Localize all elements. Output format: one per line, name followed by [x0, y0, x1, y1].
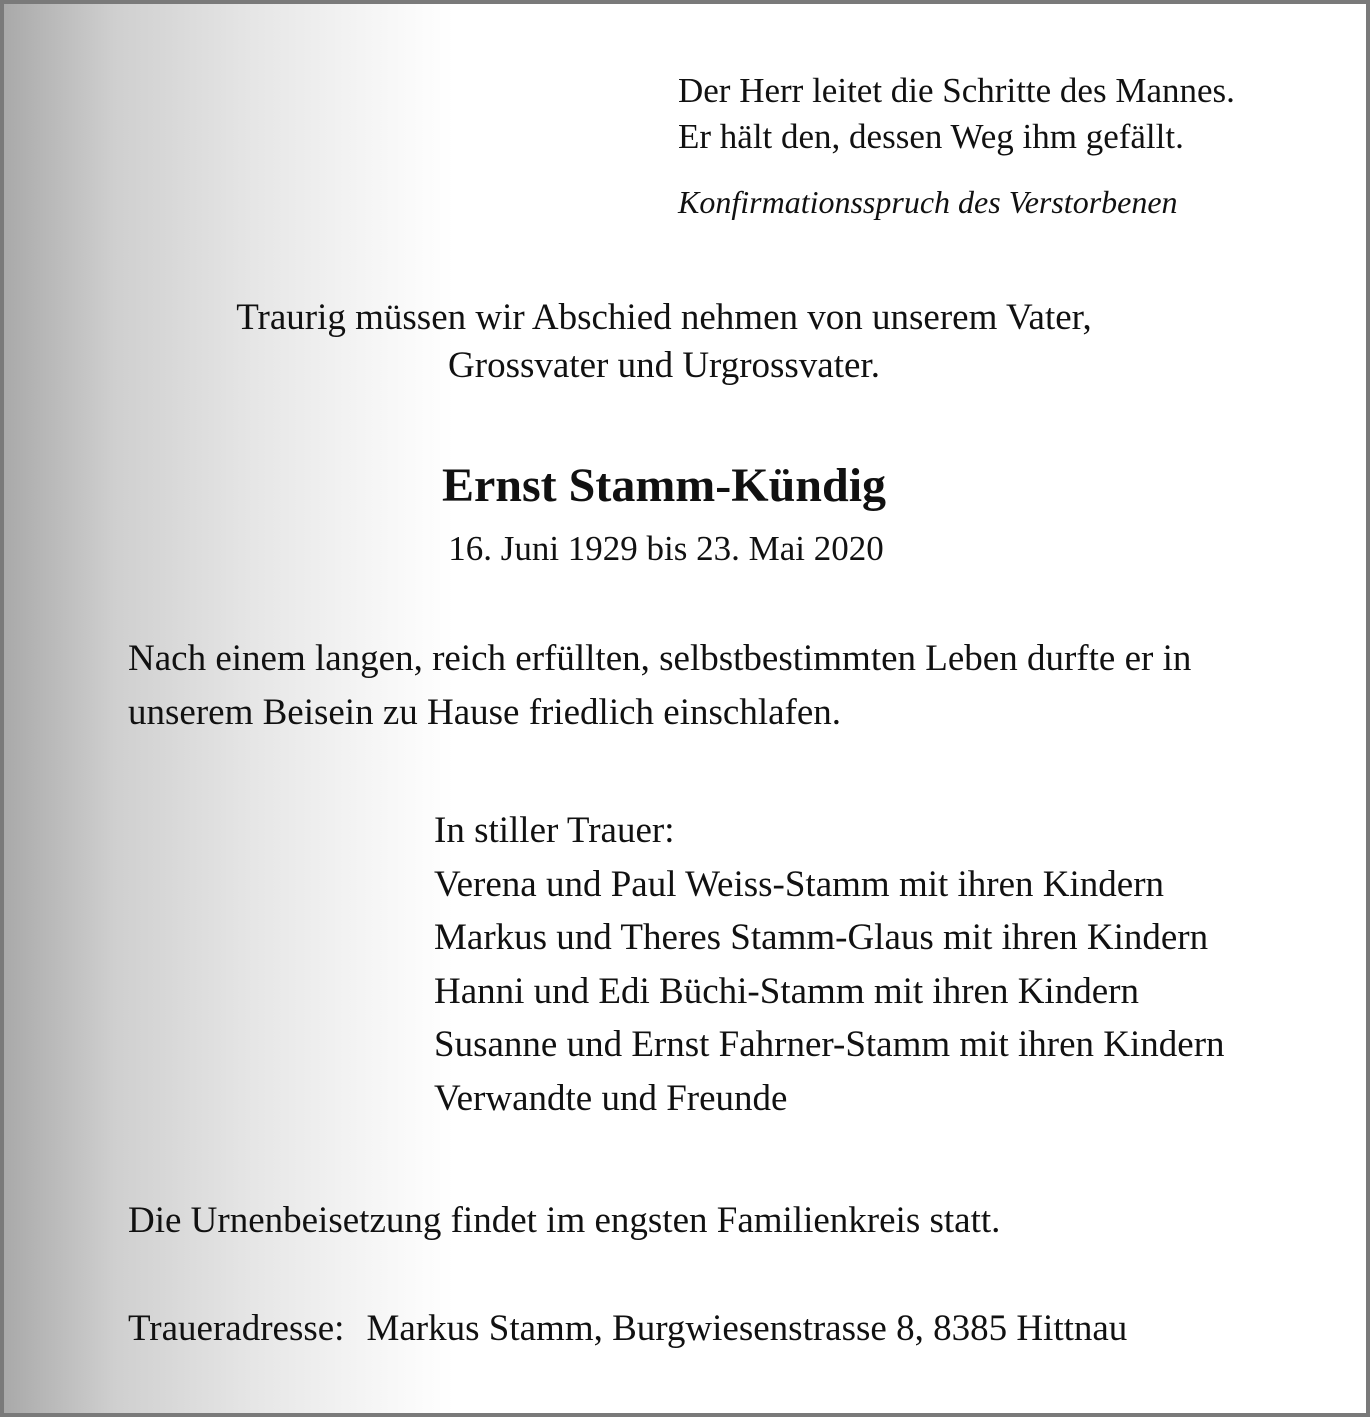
deceased-name: Ernst Stamm-Kündig [441, 459, 887, 512]
mourner-entry: Susanne und Ernst Fahrner-Stamm mit ihren Kindern [434, 1024, 1225, 1066]
intro-line-1: Traurig müssen wir Abschied nehmen von unserem Vater, [236, 297, 1092, 338]
verse-line-2: Er hält den, dessen Weg ihm gefällt. [678, 117, 1184, 156]
mourner-entry: Markus und Theres Stamm-Glaus mit ihren Kindern [434, 917, 1209, 959]
verse-source: Konfirmationsspruch des Verstorbenen [678, 184, 1178, 220]
verse-line-1: Der Herr leitet die Schritte des Mannes. [678, 71, 1235, 110]
intro-line-2: Grossvater und Urgrossvater. [448, 345, 880, 386]
farewell-message: Nach einem langen, reich erfüllten, selbstbestimmten Leben durfte er in unserem Beisein zu Hause friedlich einschlafen. [128, 638, 1192, 733]
mourners-heading: In stiller Trauer: [434, 810, 675, 851]
burial-notice: Die Urnenbeisetzung findet im engsten Familienkreis statt. [128, 1200, 1001, 1241]
address-label: Traueradresse: [128, 1308, 345, 1349]
mourner-entry: Verwandte und Freunde [434, 1077, 788, 1119]
bible-verse [678, 68, 1235, 160]
mourners-list [434, 804, 1225, 1126]
address-value: Markus Stamm, Burgwiesenstrasse 8, 8385 Hittnau [366, 1308, 1128, 1349]
life-dates: 16. Juni 1929 bis 23. Mai 2020 [448, 529, 884, 568]
mourner-entry: Hanni und Edi Büchi-Stamm mit ihren Kindern [434, 970, 1139, 1012]
mourning-address [128, 1302, 1127, 1356]
mourner-entry: Verena und Paul Weiss-Stamm mit ihren Kindern [434, 863, 1165, 905]
